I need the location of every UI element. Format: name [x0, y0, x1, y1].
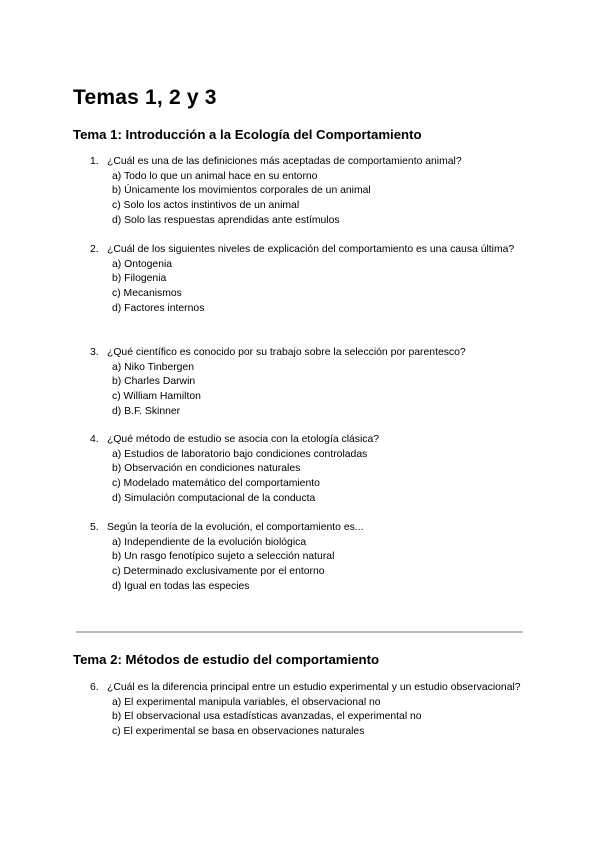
question-stem: ¿Cuál es una de las definiciones más aceptadas de comportamiento animal?	[107, 156, 462, 167]
question-stem: ¿Cuál es la diferencia principal entre un estudio experimental y un estudio observacional?	[107, 682, 521, 693]
answer-option-c: c) El experimental se basa en observaciones naturales	[112, 726, 365, 738]
question-number: 2.	[90, 244, 99, 255]
answer-option-b: b) Únicamente los movimientos corporales de un animal	[112, 185, 371, 197]
question-number: 3.	[90, 347, 99, 358]
question-number: 6.	[90, 682, 99, 693]
answer-option-d: d) B.F. Skinner	[112, 405, 181, 417]
question-6	[90, 681, 530, 740]
question-stem: ¿Qué método de estudio se asocia con la etología clásica?	[107, 434, 380, 445]
answer-option-a: a) Independiente de la evolución biológica	[112, 536, 307, 548]
answer-option-d: d) Factores internos	[112, 302, 205, 314]
document-title: Temas 1, 2 y 3	[73, 86, 217, 109]
answer-option-b: b) Observación en condiciones naturales	[112, 463, 301, 475]
section-heading-tema-1: Tema 1: Introducción a la Ecología del Comportamiento	[73, 127, 422, 142]
question-stem: Según la teoría de la evolución, el comportamiento es...	[107, 522, 364, 533]
question-4	[90, 433, 530, 507]
answer-option-a: a) Todo lo que un animal hace en su entorno	[112, 170, 318, 182]
answer-option-c: c) William Hamilton	[112, 391, 201, 403]
answer-option-a: a) Ontogenia	[112, 258, 173, 270]
question-2	[90, 243, 530, 317]
answer-option-c: c) Solo los actos instintivos de un animal	[112, 200, 300, 212]
answer-options	[112, 448, 530, 507]
answer-option-d: d) Simulación computacional de la conducta	[112, 492, 316, 504]
answer-option-b: b) Charles Darwin	[112, 376, 196, 388]
question-3	[90, 346, 530, 420]
answer-option-a: a) Estudios de laboratorio bajo condiciones controladas	[112, 448, 368, 460]
answer-option-c: c) Modelado matemático del comportamiento	[112, 478, 320, 490]
answer-option-c: c) Mecanismos	[112, 288, 182, 300]
answer-option-a: a) El experimental manipula variables, el observacional no	[112, 696, 381, 708]
question-stem: ¿Qué científico es conocido por su trabajo sobre la selección por parentesco?	[107, 347, 466, 358]
answer-options	[112, 361, 530, 420]
question-number: 5.	[90, 522, 99, 533]
answer-option-b: b) Filogenia	[112, 273, 167, 285]
answer-option-a: a) Niko Tinbergen	[112, 361, 195, 373]
answer-options	[112, 696, 530, 740]
question-1	[90, 155, 530, 229]
answer-option-c: c) Determinado exclusivamente por el entorno	[112, 566, 325, 578]
answer-option-d: d) Solo las respuestas aprendidas ante estímulos	[112, 214, 340, 226]
section-divider	[76, 631, 523, 633]
question-number: 1.	[90, 156, 99, 167]
question-number: 4.	[90, 434, 99, 445]
section-heading-tema-2: Tema 2: Métodos de estudio del comportamiento	[73, 652, 380, 667]
answer-options	[112, 170, 530, 229]
question-5	[90, 521, 530, 595]
answer-options	[112, 536, 530, 595]
answer-options	[112, 258, 530, 317]
answer-option-b: b) El observacional usa estadísticas avanzadas, el experimental no	[112, 711, 422, 723]
answer-option-d: d) Igual en todas las especies	[112, 580, 250, 592]
question-stem: ¿Cuál de los siguientes niveles de explicación del comportamiento es una causa última?	[107, 244, 515, 255]
answer-option-b: b) Un rasgo fenotípico sujeto a selección natural	[112, 551, 335, 563]
